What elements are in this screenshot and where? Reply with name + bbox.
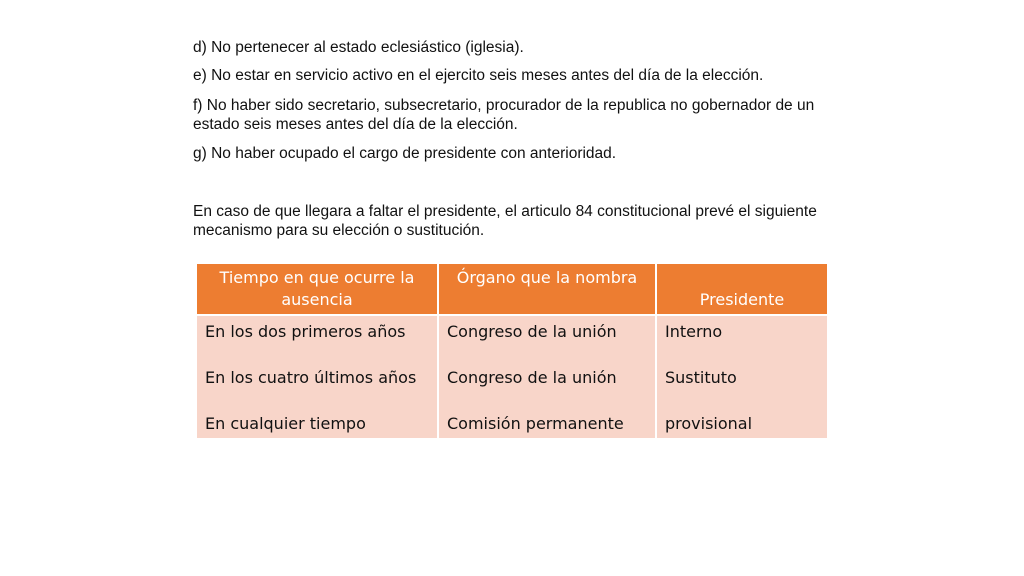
- president-type-item: provisional: [665, 414, 753, 433]
- header-appointing-body: Órgano que la nombra: [439, 264, 657, 316]
- header-absence-time: Tiempo en que ocurre la ausencia: [197, 264, 439, 316]
- president-type-cell: [657, 316, 827, 438]
- appointing-body-item: Congreso de la unión: [447, 368, 617, 387]
- intro-paragraph: En caso de que llegara a faltar el presidente, el articulo 84 constitucional prevé el siguiente mecanismo para su elección o sustitución.: [193, 203, 817, 239]
- requirement-d: d) No pertenecer al estado eclesiástico (iglesia).: [193, 39, 524, 56]
- absence-time-item: En los cuatro últimos años: [205, 368, 417, 387]
- requirement-f: f) No haber sido secretario, subsecretario, procurador de la republica no gobernador de un estado seis meses antes del día de la elección.: [193, 97, 815, 133]
- appointing-body-item: Comisión permanente: [447, 414, 624, 433]
- absence-time-item: En los dos primeros años: [205, 322, 406, 341]
- president-type-item: Interno: [665, 322, 723, 341]
- table-row: [197, 316, 827, 438]
- table-header-row: [197, 264, 827, 316]
- requirement-g: g) No haber ocupado el cargo de presidente con anterioridad.: [193, 145, 617, 162]
- appointing-body-item: Congreso de la unión: [447, 322, 617, 341]
- succession-table: [197, 264, 827, 438]
- appointing-body-cell: [439, 316, 657, 438]
- requirement-e: e) No estar en servicio activo en el ejercito seis meses antes del día de la elección.: [193, 67, 764, 84]
- president-type-item: Sustituto: [665, 368, 737, 387]
- header-president: Presidente: [657, 264, 827, 316]
- absence-time-item: En cualquier tiempo: [205, 414, 366, 433]
- absence-time-cell: [197, 316, 439, 438]
